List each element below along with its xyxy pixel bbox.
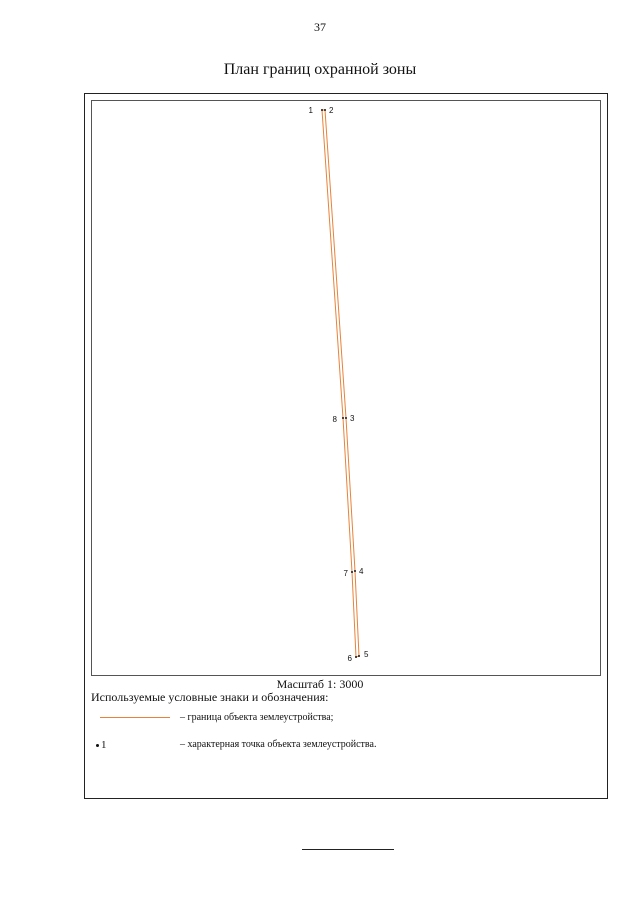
protection-zone-boundary: [322, 110, 359, 657]
point-label-6: 6: [347, 654, 352, 663]
point-marker-4: [354, 570, 356, 572]
legend-point-sample-label: 1: [101, 739, 107, 751]
point-marker-8: [342, 417, 344, 419]
point-marker-6: [355, 656, 357, 658]
point-label-1: 1: [308, 106, 313, 115]
point-label-8: 8: [332, 415, 337, 424]
characteristic-points: [309, 106, 369, 663]
point-label-5: 5: [364, 650, 369, 659]
point-label-3: 3: [350, 414, 355, 423]
map-scale: Масштаб 1: 3000: [276, 677, 364, 691]
boundary-map: [92, 101, 601, 676]
legend-line-text: – граница объекта землеустройства;: [180, 712, 334, 723]
legend-point-text: – характерная точка объекта землеустройства.: [180, 739, 377, 750]
point-label-4: 4: [359, 567, 364, 576]
legend-title: Используемые условные знаки и обозначения:: [91, 690, 329, 704]
point-label-7: 7: [343, 569, 348, 578]
point-marker-7: [351, 571, 353, 573]
legend-line-symbol: [100, 717, 170, 718]
footer-rule: [302, 849, 394, 850]
point-dot-icon: [96, 744, 99, 747]
point-label-2: 2: [329, 106, 334, 115]
point-marker-1: [321, 109, 323, 111]
point-marker-5: [358, 655, 360, 657]
point-marker-2: [324, 109, 326, 111]
page-title: План границ охранной зоны: [223, 61, 417, 78]
map-frame: [91, 100, 601, 676]
legend-point-symbol: [96, 739, 107, 751]
point-marker-3: [345, 417, 347, 419]
page-number: 37: [314, 20, 326, 34]
